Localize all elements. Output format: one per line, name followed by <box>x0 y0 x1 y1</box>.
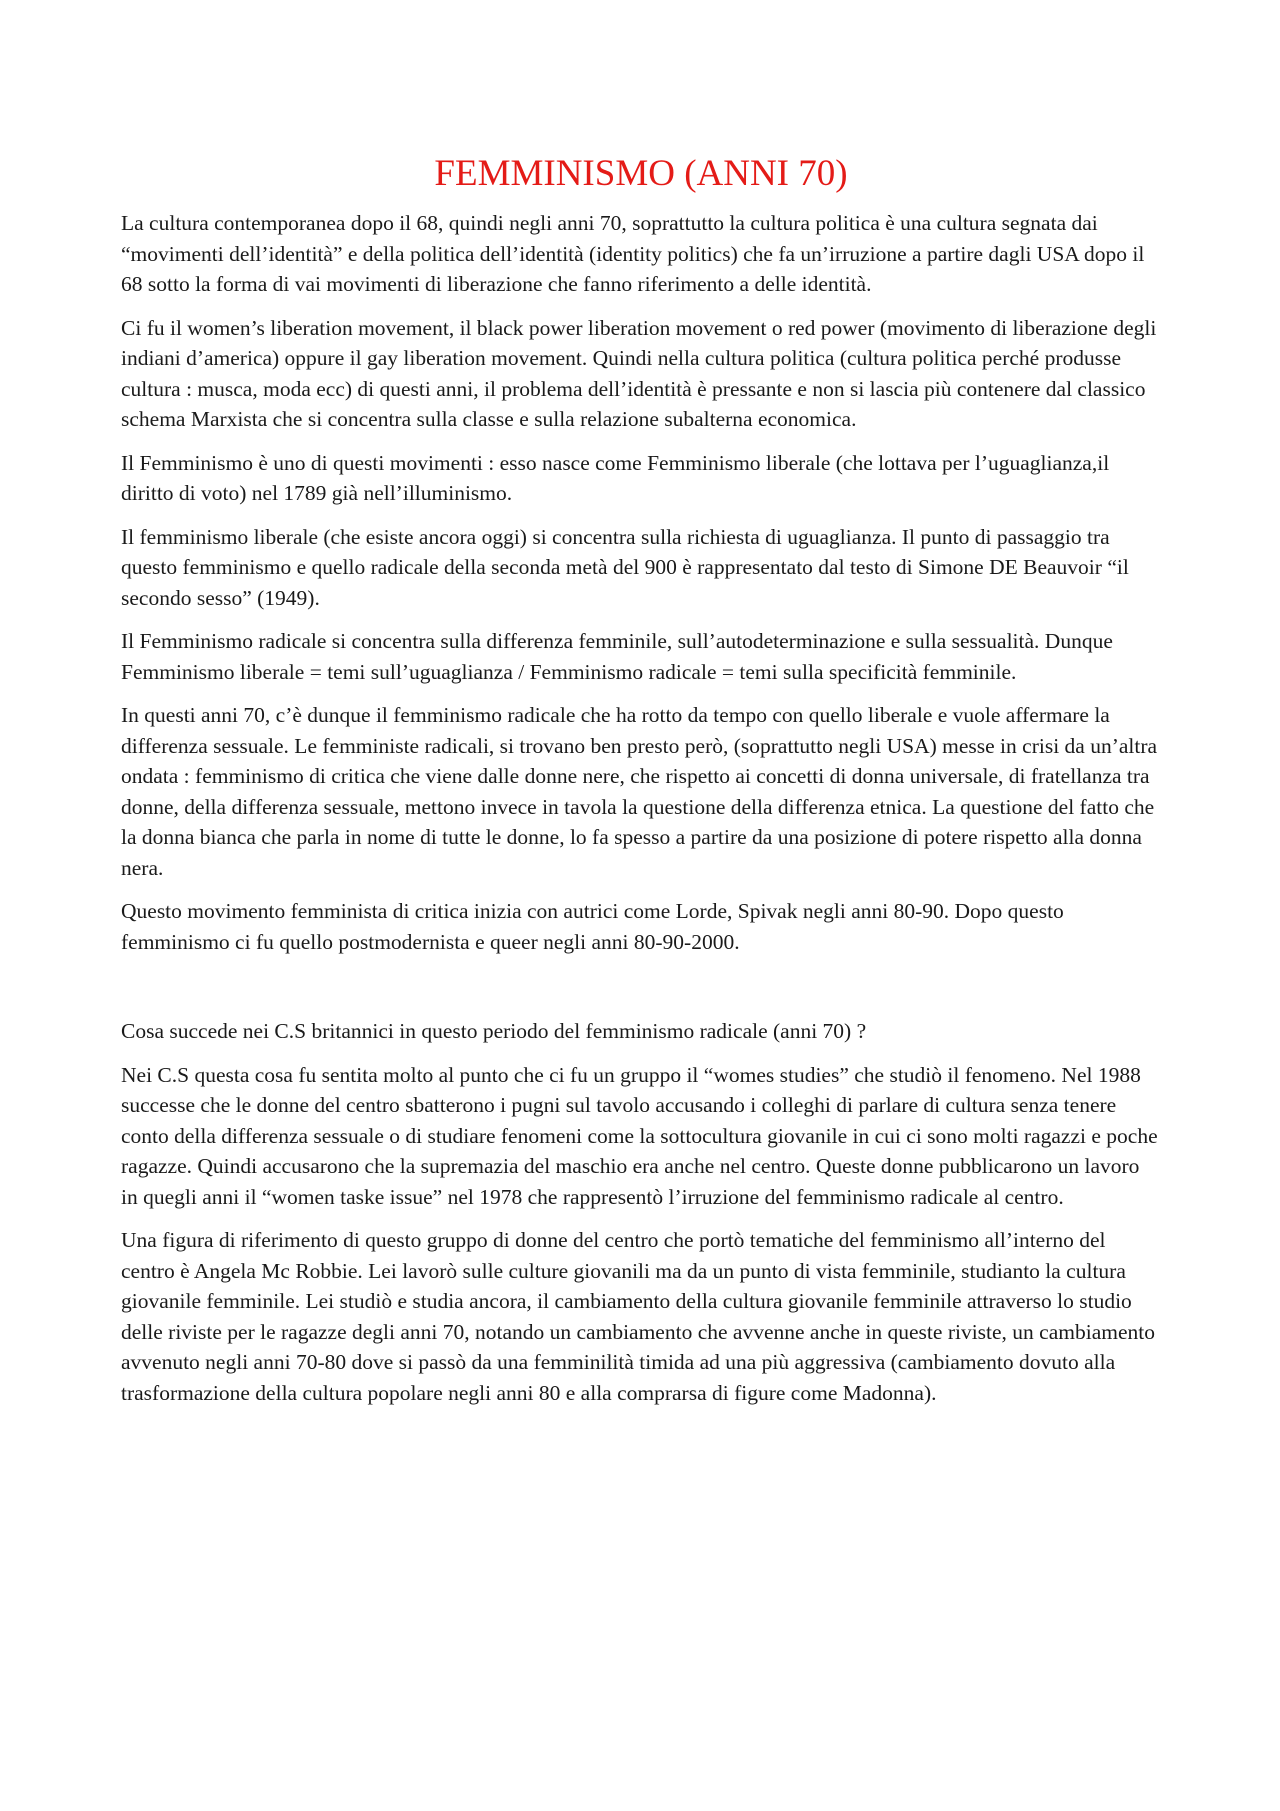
paragraph-liberation-movements: Ci fu il women’s liberation movement, il black power liberation movement o red power (movimento di liberazione degli indiani d’america) oppure il gay liberation movement. Quindi nella cultura politica (cultura politica perché produsse cultura : musca, moda ecc) di questi anni, il problema dell’identità è pressante e non si lascia più contenere dal classico schema Marxista che si concentra sulla classe e sulla relazione subalterna economica. <box>121 315 1157 431</box>
paragraph-black-feminism-critique: In questi anni 70, c’è dunque il femminismo radicale che ha rotto da tempo con quello liberale e vuole affermare la differenza sessuale. Le femministe radicali, si trovano ben presto però, (soprattutto negli USA) messe in crisi da un’altra ondata : femminismo di critica che viene dalle donne nere, che rispetto ai concetti di donna universale, di fratellanza tra donne, della differenza sessuale, mettono invece in tavola la questione della differenza etnica. La questione del fatto che la donna bianca che parla in nome di tutte le donne, lo fa spesso a partire da una posizione di potere rispetto alla donna nera. <box>121 703 1158 880</box>
paragraph-liberal-feminism: Il femminismo liberale (che esiste ancora oggi) si concentra sulla richiesta di uguaglianza. Il punto di passaggio tra questo femminismo e quello radicale della seconda metà del 900 è rappresentato dal testo di Simone DE Beauvoir “il secondo sesso” (1949). <box>121 524 1129 610</box>
paragraph-radical-feminism: Il Femminismo radicale si concentra sulla differenza femminile, sull’autodeterminazione e sulla sessualità. Dunque Femminismo liberale = temi sull’uguaglianza / Femminismo radicale = temi sulla specificità femminile. <box>121 629 1113 684</box>
section-spacer <box>121 970 1161 1016</box>
document-title: FEMMINISMO (ANNI 70) <box>434 153 848 194</box>
paragraph-angela-mcrobbie: Una figura di riferimento di questo gruppo di donne del centro che portò tematiche del femminismo all’interno del centro è Angela Mc Robbie. Lei lavorò sulle culture giovanili ma da un punto di vista femminile, studianto la cultura giovanile femminile. Lei studiò e studia ancora, il cambiamento della cultura giovanile femminile attraverso lo studio delle riviste per le ragazze degli anni 70, notando un cambiamento che avvenne anche in queste riviste, un cambiamento avvenuto negli anni 70-80 dove si passò da una femminilità timida ad una più aggressiva (cambiamento dovuto alla trasformazione della cultura popolare negli anni 80 e alla comprarsa di figure come Madonna). <box>121 1228 1155 1405</box>
paragraph-question-cs: Cosa succede nei C.S britannici in questo periodo del femminismo radicale (anni 70) ? <box>121 1019 867 1043</box>
document-body <box>121 150 1161 1421</box>
paragraph-womens-studies: Nei C.S questa cosa fu sentita molto al punto che ci fu un gruppo il “womes studies” che studiò il fenomeno. Nel 1988 successe che le donne del centro sbatterono i pugni sul tavolo accusando i colleghi di parlare di cultura senza tenere conto della differenza sessuale o di studiare fenomeni come la sottocultura giovanile in cui ci sono molti ragazzi e poche ragazze. Quindi accusarono che la supremazia del maschio era anche nel centro. Queste donne pubblicarono un lavoro in quegli anni il “women taske issue” nel 1978 che rappresentò l’irruzione del femminismo radicale al centro. <box>121 1062 1158 1209</box>
paragraph-identity-politics: La cultura contemporanea dopo il 68, quindi negli anni 70, soprattutto la cultura politica è una cultura segnata dai “movimenti dell’identità” e della politica dell’identità (identity politics) che fa un’irruzione a partire dagli USA dopo il 68 sotto la forma di vai movimenti di liberazione che fanno riferimento a delle identità. <box>121 211 1145 296</box>
paragraph-postmodern-queer: Questo movimento femminista di critica inizia con autrici come Lorde, Spivak negli anni 80-90. Dopo questo femminismo ci fu quello postmodernista e queer negli anni 80-90-2000. <box>121 899 1064 954</box>
paragraph-liberal-feminism-origin: Il Femminismo è uno di questi movimenti : esso nasce come Femminismo liberale (che lottava per l’uguaglianza,il diritto di voto) nel 1789 già nell’illuminismo. <box>121 450 1110 505</box>
